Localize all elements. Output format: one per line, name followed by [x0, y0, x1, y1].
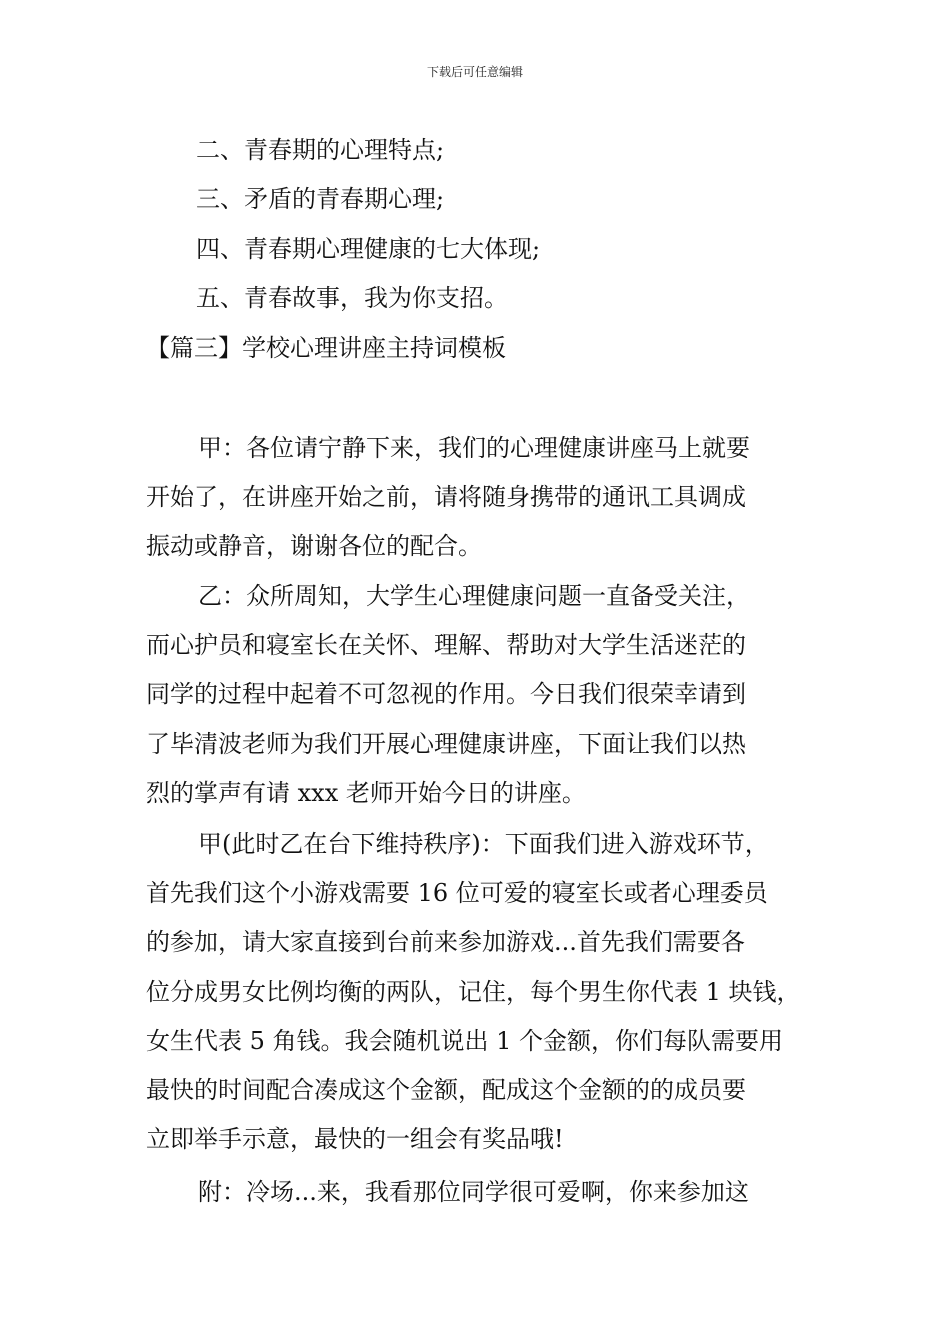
- paragraph-line: 同学的过程中起着不可忽视的作用。今日我们很荣幸请到: [146, 680, 746, 709]
- paragraph-line: 烈的掌声有请 xxx 老师开始今日的讲座。: [146, 778, 586, 807]
- paragraph-line: 最快的时间配合凑成这个金额，配成这个金额的的成员要: [146, 1076, 746, 1105]
- paragraph-line: 附：冷场...来，我看那位同学很可爱啊，你来参加这: [198, 1178, 749, 1206]
- paragraph-line: 了毕清波老师为我们开展心理健康讲座，下面让我们以热: [146, 729, 746, 758]
- paragraph-line: 而心护员和寝室长在关怀、理解、帮助对大学生活迷茫的: [146, 631, 746, 660]
- paragraph-line: 立即举手示意，最快的一组会有奖品哦!: [146, 1125, 564, 1154]
- paragraph-3: [146, 820, 826, 1164]
- paragraph-line: 乙：众所周知，大学生心理健康问题一直备受关注，: [198, 582, 750, 610]
- page-header-note: 下载后可任意编辑: [426, 65, 523, 79]
- paragraph-2: [146, 572, 826, 818]
- paragraph-line: 首先我们这个小游戏需要 16 位可爱的寝室长或者心理委员: [146, 879, 768, 908]
- paragraph-line: 的参加，请大家直接到台前来参加游戏...首先我们需要各: [146, 928, 745, 957]
- paragraph-line: 位分成男女比例均衡的两队，记住，每个男生你代表 1 块钱，: [146, 977, 801, 1006]
- paragraph-line: 振动或静音，谢谢各位的配合。: [146, 532, 482, 561]
- outline-item-4: 四、青春期心理健康的七大体现;: [196, 235, 541, 263]
- outline-item-3: 三、矛盾的青春期心理;: [196, 185, 445, 213]
- paragraph-4: [146, 1168, 826, 1217]
- paragraph-line: 甲：各位请宁静下来，我们的心理健康讲座马上就要: [198, 434, 750, 462]
- outline-item-5: 五、青春故事，我为你支招。: [196, 284, 508, 312]
- paragraph-1: [146, 424, 826, 572]
- section-title: 【篇三】学校心理讲座主持词模板: [146, 334, 506, 362]
- paragraph-line: 开始了，在讲座开始之前，请将随身携带的通讯工具调成: [146, 483, 746, 512]
- paragraph-line: 甲(此时乙在台下维持秩序)：下面我们进入游戏环节，: [198, 830, 769, 858]
- outline-item-2: 二、青春期的心理特点;: [196, 136, 445, 164]
- paragraph-line: 女生代表 5 角钱。我会随机说出 1 个金额，你们每队需要用: [146, 1026, 784, 1055]
